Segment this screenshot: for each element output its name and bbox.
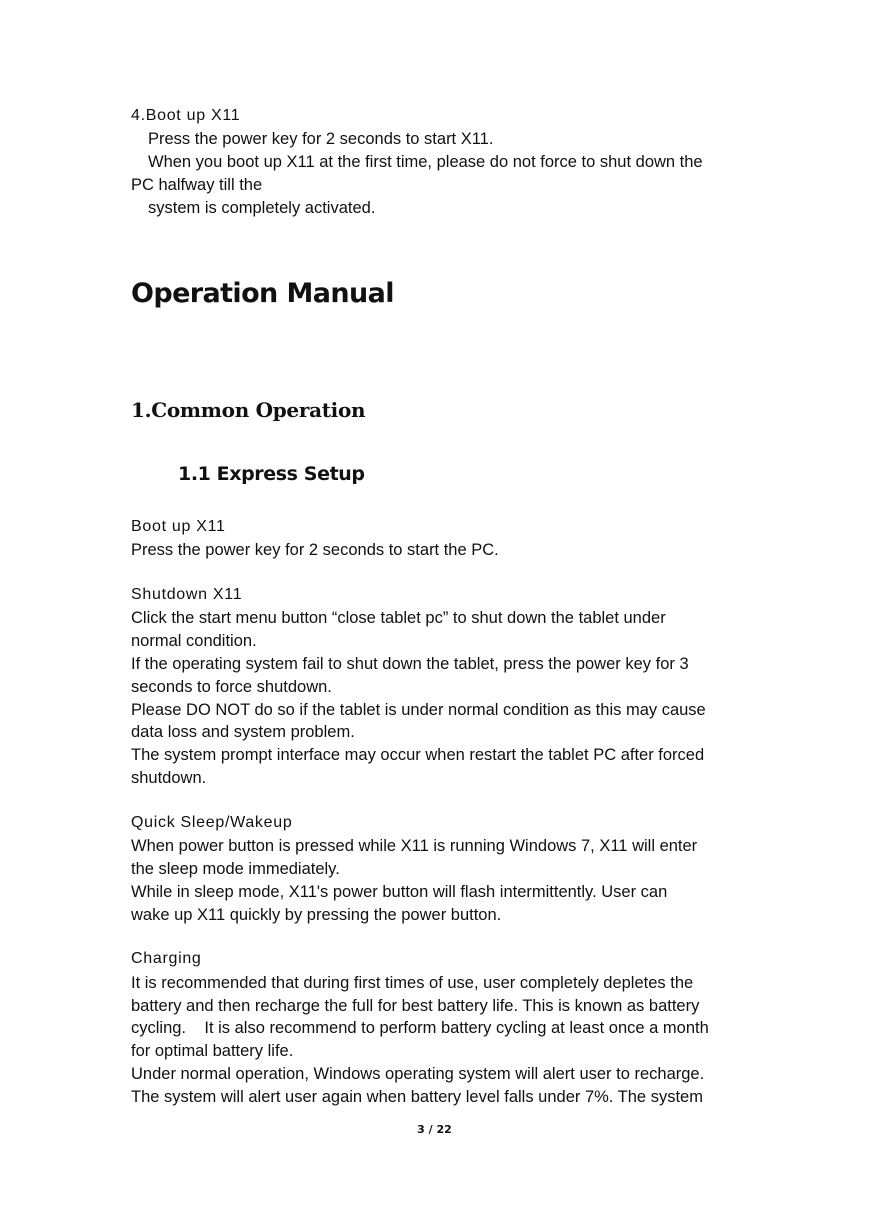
shutdown-line: normal condition. [131,632,257,650]
sleep-heading: Quick Sleep/Wakeup [131,814,293,831]
boot-line: Press the power key for 2 seconds to start the PC. [131,541,499,559]
charging-heading: Charging [131,950,202,967]
sleep-line: When power button is pressed while X11 is running Windows 7, X11 will enter [131,837,698,855]
shutdown-line: The system prompt interface may occur when restart the tablet PC after forced [131,746,705,764]
charging-line: for optimal battery life. [131,1042,294,1060]
shutdown-heading: Shutdown X11 [131,586,243,603]
boot-step-line-1: Press the power key for 2 seconds to start X11. [148,130,494,148]
charging-line: battery and then recharge the full for best battery life. This is known as battery [131,997,700,1015]
charging-line: cycling. It is also recommend to perform battery cycling at least once a month [131,1019,709,1037]
shutdown-line: data loss and system problem. [131,723,355,741]
boot-step-line-4: system is completely activated. [148,199,376,217]
page-number: 3 / 22 [417,1123,452,1136]
boot-heading: Boot up X11 [131,518,226,535]
charging-line: The system will alert user again when battery level falls under 7%. The system [131,1088,703,1106]
boot-step-heading: 4.Boot up X11 [131,107,241,124]
boot-step-line-3: PC halfway till the [131,176,263,194]
sleep-line: the sleep mode immediately. [131,860,340,878]
shutdown-line: seconds to force shutdown. [131,678,332,696]
subsection-title: 1.1 Express Setup [178,463,365,485]
section-title: 1.Common Operation [131,398,366,422]
shutdown-line: Please DO NOT do so if the tablet is under normal condition as this may cause [131,701,706,719]
boot-step-line-2: When you boot up X11 at the first time, please do not force to shut down the [148,153,703,171]
charging-line: It is recommended that during first times of use, user completely depletes the [131,974,694,992]
manual-title: Operation Manual [131,278,394,309]
shutdown-line: If the operating system fail to shut down the tablet, press the power key for 3 [131,655,689,673]
charging-line: Under normal operation, Windows operating system will alert user to recharge. [131,1065,705,1083]
sleep-line: While in sleep mode, X11's power button will flash intermittently. User can [131,883,668,901]
shutdown-line: shutdown. [131,769,207,787]
shutdown-line: Click the start menu button “close tablet pc” to shut down the tablet under [131,609,666,627]
sleep-line: wake up X11 quickly by pressing the power button. [131,906,502,924]
